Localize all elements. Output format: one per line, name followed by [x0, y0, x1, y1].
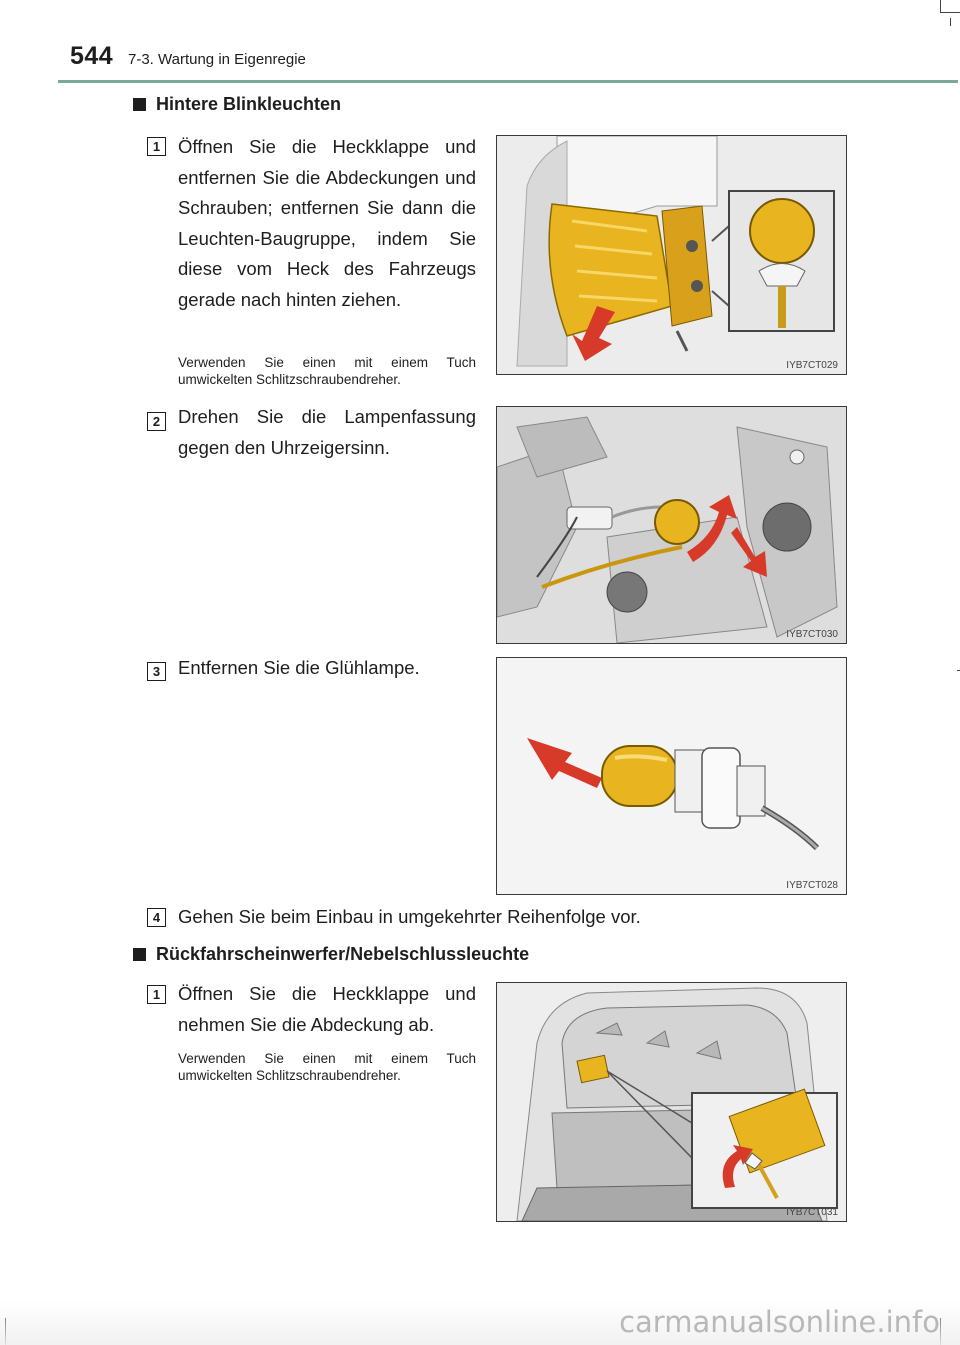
- bulb-illustration: [497, 658, 846, 894]
- figure-code: IYB7CT028: [786, 880, 838, 891]
- step-number-badge: 1: [147, 985, 166, 1004]
- figure-code: IYB7CT030: [786, 629, 838, 640]
- watermark-band: [0, 1300, 960, 1345]
- step-number-badge: 3: [147, 662, 166, 681]
- section-bullet-icon: [133, 98, 146, 111]
- step-number-badge: 4: [147, 908, 166, 927]
- running-head: 7-3. Wartung in Eigenregie: [128, 51, 306, 68]
- socket-illustration: [497, 407, 846, 643]
- crop-mark: [950, 18, 951, 26]
- section-title-rear-turn-signals: [133, 94, 341, 115]
- figure-socket-rotation: [496, 406, 847, 644]
- step-instruction: Öffnen Sie die Heckklappe und nehmen Sie die Abdeckung ab.: [178, 983, 476, 1035]
- section-title-reverse-fog-lights: [133, 944, 529, 965]
- step-instruction: Öffnen Sie die Heckklappe und entfernen Sie die Abdeckungen und Schrauben; entfernen Sie dann die Leuchten-Baugruppe, indem Sie diese vom Heck des Fahrzeugs gerade nach hinten ziehen.: [178, 136, 476, 310]
- header-rule: [58, 80, 958, 83]
- step-instruction: Gehen Sie beim Einbau in umgekehrter Reihenfolge vor.: [178, 906, 641, 927]
- figure-cover-removal: [496, 982, 847, 1222]
- watermark-text: carmanualsonline.info: [619, 1305, 940, 1339]
- crop-mark: [940, 0, 941, 12]
- figure-code: IYB7CT031: [786, 1207, 838, 1218]
- step-instruction: Drehen Sie die Lampenfassung gegen den Uhrzeigersinn.: [178, 406, 476, 458]
- step-note: Verwenden Sie einen mit einem Tuch umwickelten Schlitzschraubendreher.: [178, 1051, 476, 1083]
- figure-tail-lamp-removal: [496, 135, 847, 375]
- page-number: 544: [70, 42, 114, 70]
- step-number-badge: 1: [147, 137, 166, 156]
- figure-bulb-removal: [496, 657, 847, 895]
- tailgate-illustration: [497, 983, 846, 1221]
- section-title-text: Rückfahrscheinwerfer/Nebelschlussleuchte: [156, 944, 530, 964]
- figure-code: IYB7CT029: [786, 360, 838, 371]
- section-bullet-icon: [133, 948, 146, 961]
- tail-lamp-illustration: [497, 136, 846, 374]
- step-instruction: Entfernen Sie die Glühlampe.: [178, 657, 420, 678]
- step-note: Verwenden Sie einen mit einem Tuch umwickelten Schlitzschraubendreher.: [178, 355, 476, 387]
- crop-mark: [940, 12, 960, 13]
- section-title-text: Hintere Blinkleuchten: [156, 94, 342, 114]
- step-number-badge: 2: [147, 412, 166, 431]
